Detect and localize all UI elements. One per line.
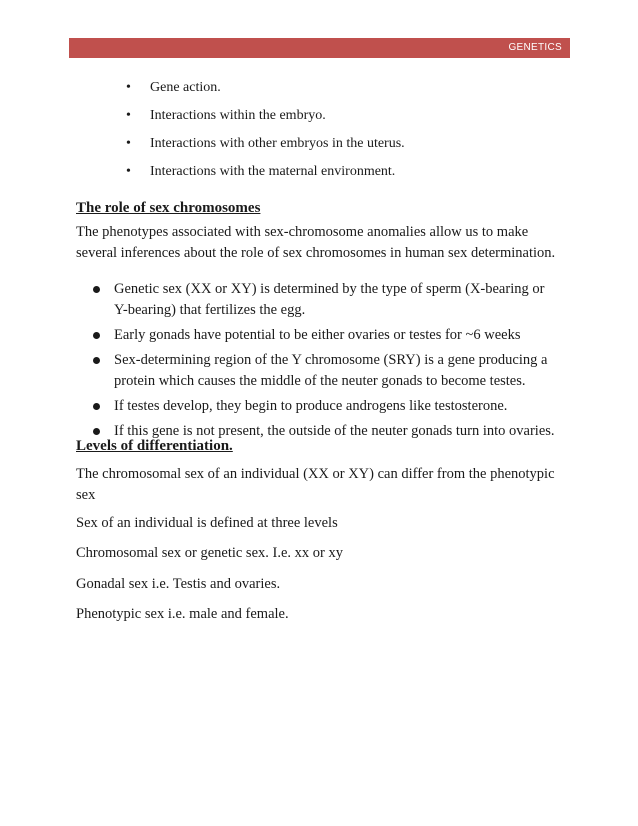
bullet-icon (93, 357, 100, 364)
list-item (90, 279, 560, 321)
list-item (90, 350, 560, 392)
paragraph: Sex of an individual is defined at three levels (76, 515, 338, 531)
list-item-text: Genetic sex (XX or XY) is determined by the type of sperm (X-bearing or Y-bearing) that fertilizes the egg. (114, 281, 545, 318)
list-item (90, 325, 560, 346)
list-item-text: Interactions with other embryos in the uterus. (150, 136, 405, 151)
list-item-text: Sex-determining region of the Y chromosome (SRY) is a gene producing a protein which causes the middle of the neuter gonads to become testes. (114, 352, 548, 389)
list-item-text: Interactions with the maternal environment. (150, 164, 396, 179)
list-item-text: If this gene is not present, the outside of the neuter gonads turn into ovaries. (114, 423, 555, 439)
bullet-icon (93, 403, 100, 410)
list-item-text: Gene action. (150, 80, 221, 95)
bullet-list (90, 279, 560, 446)
section-intro-paragraph: The phenotypes associated with sex-chromosome anomalies allow us to make several inferences about the role of sex chromosomes in human sex determination. (76, 224, 556, 261)
paragraph: Gonadal sex i.e. Testis and ovaries. (76, 576, 281, 592)
list-item (130, 162, 405, 190)
list-item (130, 134, 405, 162)
section-heading-sex-chromosomes: The role of sex chromosomes (76, 200, 261, 216)
bullet-icon (93, 332, 100, 339)
list-item-text: If testes develop, they begin to produce androgens like testosterone. (114, 398, 508, 414)
list-item (130, 78, 405, 106)
bullet-icon (93, 286, 100, 293)
list-item-text: Interactions within the embryo. (150, 108, 326, 123)
sub-bullet-list (130, 78, 405, 190)
paragraph: The chromosomal sex of an individual (XX or XY) can differ from the phenotypic sex (76, 466, 555, 503)
bullet-icon (93, 428, 100, 435)
paragraph: Chromosomal sex or genetic sex. I.e. xx or xy (76, 545, 343, 561)
header-bar (69, 38, 570, 58)
list-item (130, 106, 405, 134)
list-item-text: Early gonads have potential to be either ovaries or testes for ~6 weeks (114, 327, 521, 343)
section-heading-levels: Levels of differentiation. (76, 438, 233, 454)
list-item (90, 396, 560, 417)
paragraph: Phenotypic sex i.e. male and female. (76, 606, 289, 622)
header-label: GENETICS (508, 42, 562, 53)
